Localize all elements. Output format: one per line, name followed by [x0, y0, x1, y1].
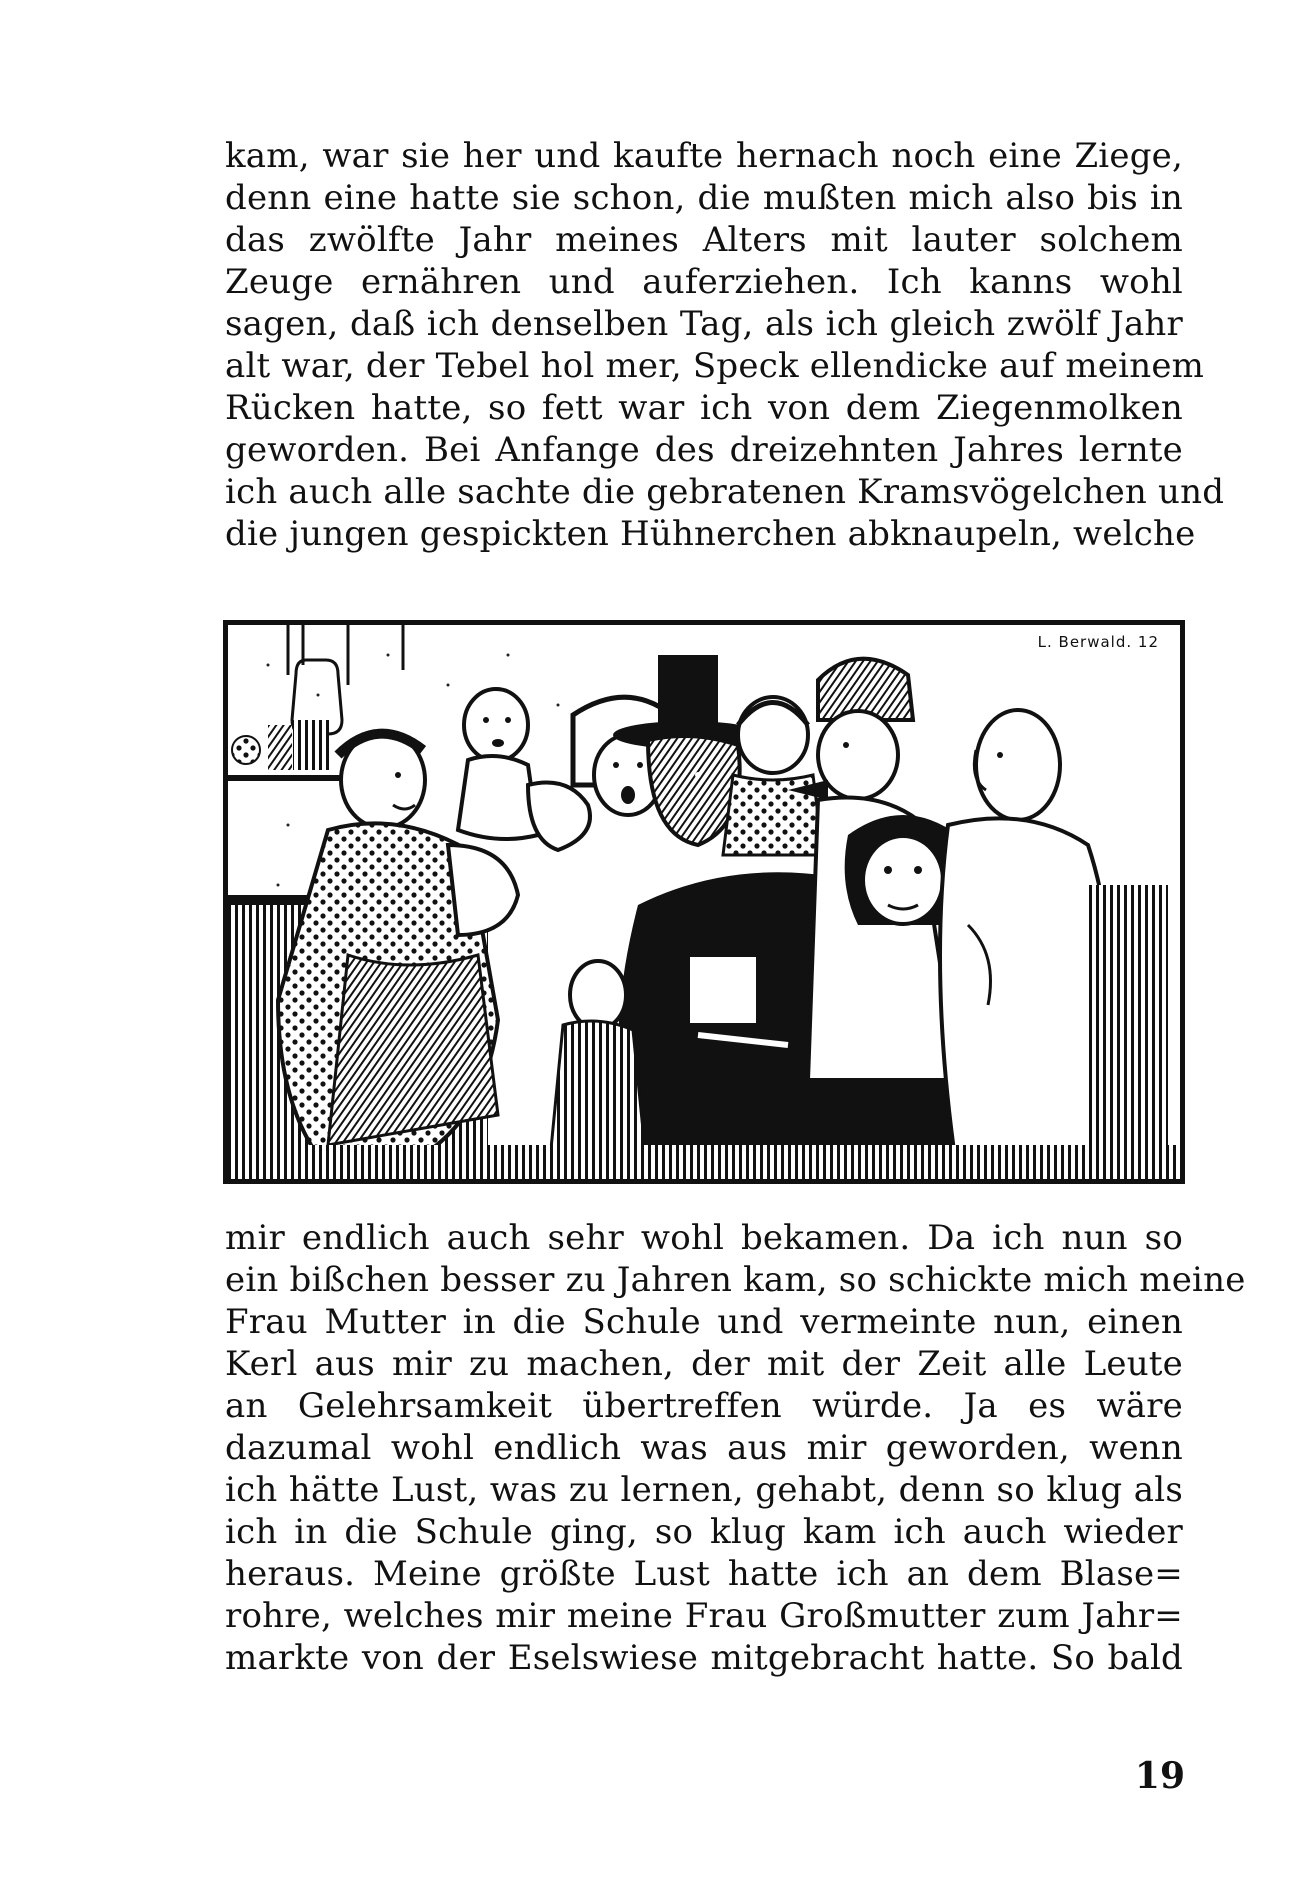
- illustration: [223, 620, 1185, 1184]
- text-line: Frau Mutter in die Schule und vermeinte nun, einen: [225, 1302, 1183, 1342]
- text-line: ich in die Schule ging, so klug kam ich auch wieder: [225, 1512, 1183, 1552]
- text-line: sagen, daß ich denselben Tag, als ich gleich zwölf Jahr: [225, 304, 1183, 344]
- text-line: mir endlich auch sehr wohl bekamen. Da ich nun so: [225, 1218, 1183, 1258]
- text-line: heraus. Meine größte Lust hatte ich an dem Blase=: [225, 1554, 1183, 1594]
- text-line: kam, war sie her und kaufte hernach noch eine Ziege,: [225, 136, 1183, 176]
- page-number: 19: [1134, 1755, 1185, 1797]
- text-line: ein bißchen besser zu Jahren kam, so schickte mich meine: [225, 1260, 1246, 1300]
- text-line: denn eine hatte sie schon, die mußten mich also bis in: [225, 178, 1183, 218]
- text-line: Zeuge ernähren und auferziehen. Ich kanns wohl: [225, 262, 1183, 302]
- text-line: Rücken hatte, so fett war ich von dem Ziegenmolken: [225, 388, 1183, 428]
- text-block-bottom: [225, 1217, 1246, 1679]
- text-line: ich auch alle sachte die gebratenen Kramsvögelchen und: [225, 472, 1225, 512]
- artist-signature: L. Berwald. 12: [1035, 633, 1162, 651]
- illustration-drawing: [228, 625, 1180, 1179]
- text-line: Kerl aus mir zu machen, der mit der Zeit alle Leute: [225, 1344, 1183, 1384]
- text-line: alt war, der Tebel hol mer, Speck ellendicke auf meinem: [225, 346, 1205, 386]
- text-line: geworden. Bei Anfange des dreizehnten Jahres lernte: [225, 430, 1183, 470]
- text-line: an Gelehrsamkeit übertreffen würde. Ja es wäre: [225, 1386, 1183, 1426]
- text-line: das zwölfte Jahr meines Alters mit lauter solchem: [225, 220, 1183, 260]
- text-line: ich hätte Lust, was zu lernen, gehabt, denn so klug als: [225, 1470, 1183, 1510]
- text-line: dazumal wohl endlich was aus mir geworden, wenn: [225, 1428, 1183, 1468]
- text-line: rohre, welches mir meine Frau Großmutter zum Jahr=: [225, 1596, 1183, 1636]
- text-line: markte von der Eselswiese mitgebracht hatte. So bald: [225, 1638, 1183, 1678]
- text-block-top: [225, 135, 1225, 555]
- text-line: die jungen gespickten Hühnerchen abknaupeln, welche: [225, 514, 1196, 554]
